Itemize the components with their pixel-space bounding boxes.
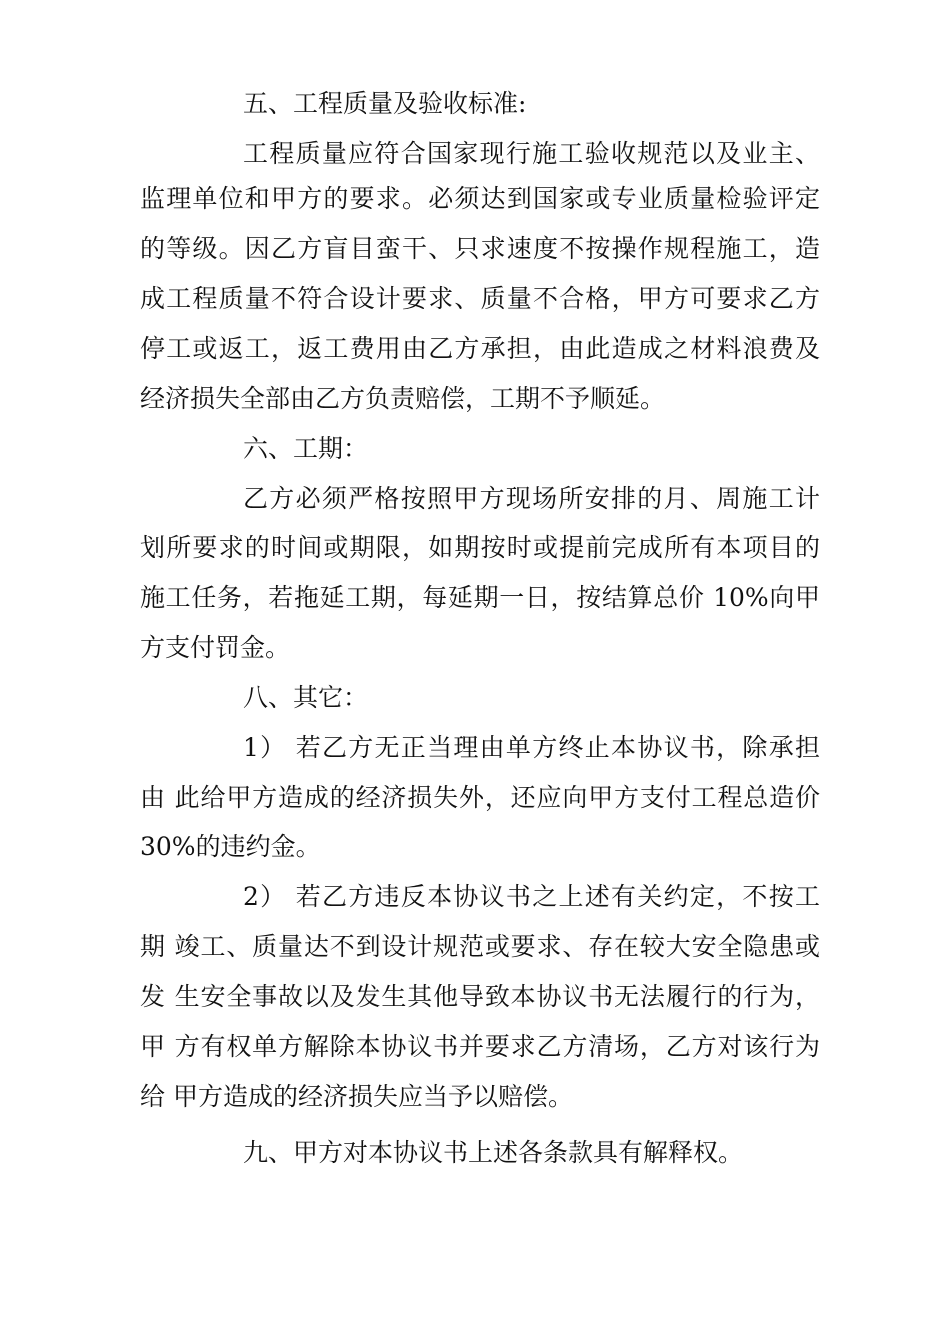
clause-1-line: 30%的违约金。: [140, 832, 321, 861]
clause-1-line: 1） 若乙方无正当理由单方终止本协议书，除承担: [243, 733, 820, 762]
paragraph-line: 的等级。因乙方盲目蛮干、只求速度不按操作规程施工，造: [140, 234, 820, 263]
clause-2-line: 发 生安全事故以及发生其他导致本协议书无法履行的行为，: [140, 982, 820, 1011]
paragraph-line: 乙方必须严格按照甲方现场所安排的月、周施工计: [243, 484, 820, 513]
paragraph-line: 划所要求的时间或期限，如期按时或提前完成所有本项目的: [140, 533, 820, 562]
clause-2-line: 甲 方有权单方解除本协议书并要求乙方清场，乙方对该行为: [140, 1032, 820, 1061]
heading-other: 八、其它：: [243, 683, 369, 712]
heading-interpretation: 九、甲方对本协议书上述各条款具有解释权。: [243, 1138, 744, 1167]
clause-2-line: 2） 若乙方违反本协议书之上述有关约定，不按工: [243, 882, 820, 911]
heading-schedule: 六、工期：: [243, 434, 369, 463]
heading-quality-standards: 五、工程质量及验收标准:: [243, 89, 527, 118]
paragraph-line: 施工任务，若拖延工期，每延期一日，按结算总价 10%向甲: [140, 583, 820, 612]
clause-1-line: 由 此给甲方造成的经济损失外，还应向甲方支付工程总造价: [140, 783, 820, 812]
paragraph-line: 成工程质量不符合设计要求、质量不合格，甲方可要求乙方: [140, 284, 820, 313]
paragraph-line: 停工或返工，返工费用由乙方承担，由此造成之材料浪费及: [140, 334, 820, 363]
paragraph-line: 方支付罚金。: [140, 633, 291, 662]
clause-2-line: 给 甲方造成的经济损失应当予以赔偿。: [140, 1082, 573, 1111]
paragraph-line: 经济损失全部由乙方负责赔偿，工期不予顺延。: [140, 384, 666, 413]
clause-2-line: 期 竣工、质量达不到设计规范或要求、存在较大安全隐患或: [140, 932, 820, 961]
paragraph-line: 监理单位和甲方的要求。必须达到国家或专业质量检验评定: [140, 184, 820, 213]
paragraph-line: 工程质量应符合国家现行施工验收规范以及业主、: [243, 139, 820, 168]
